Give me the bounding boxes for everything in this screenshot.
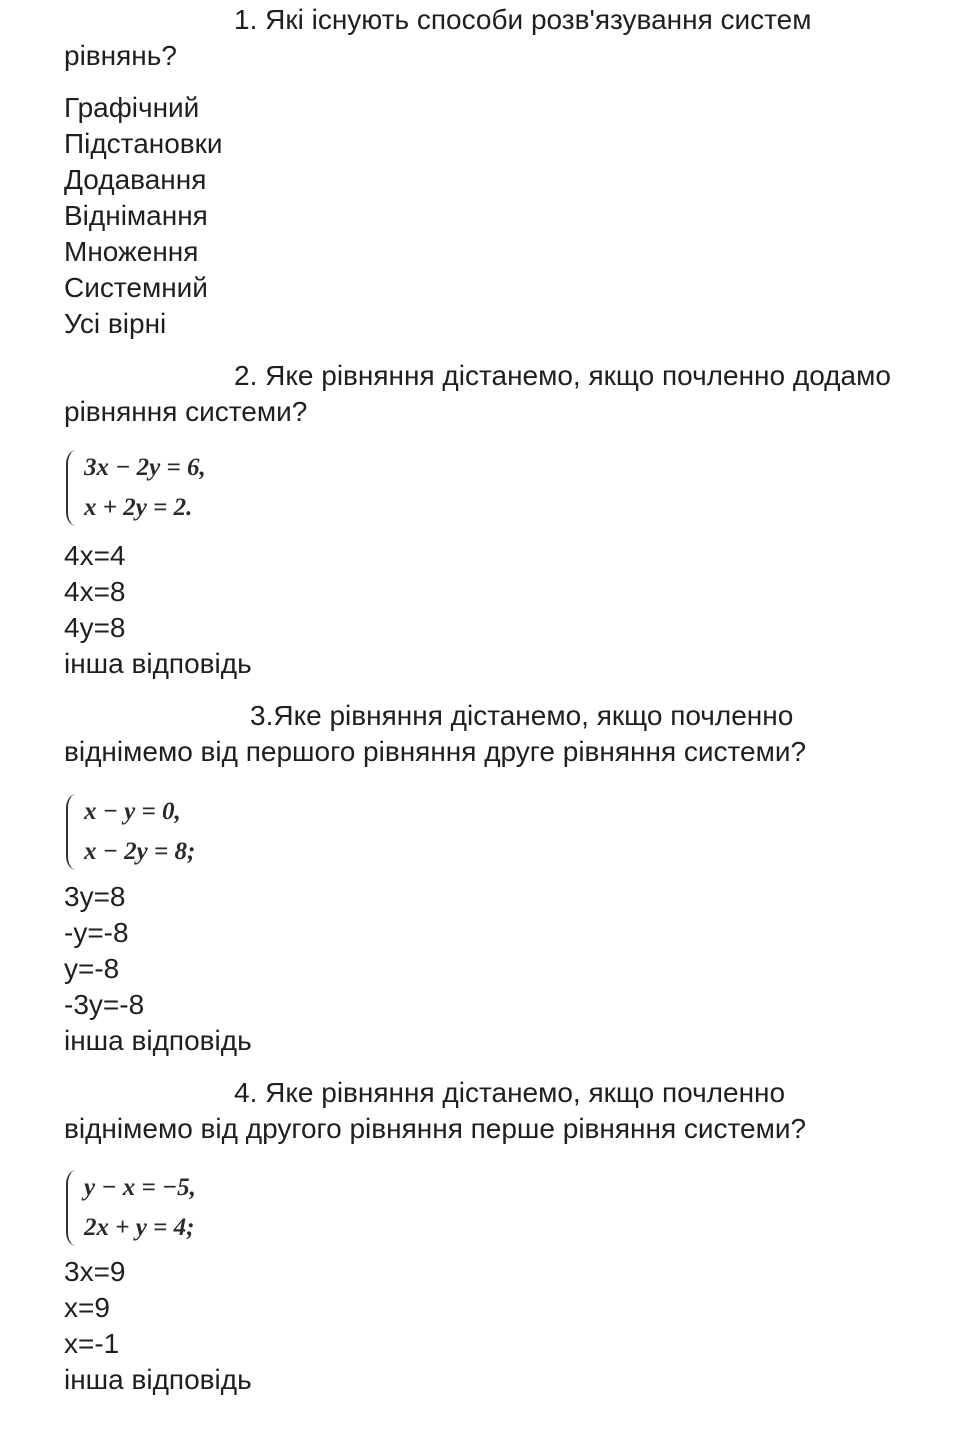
answer-option[interactable]: y=-8 <box>64 953 120 984</box>
answer-option[interactable]: -3y=-8 <box>64 989 145 1020</box>
question-4-title <box>64 1075 960 1147</box>
system-equation: y − x = −5, <box>84 1174 196 1201</box>
answer-option[interactable]: інша відповідь <box>64 1364 252 1395</box>
question-2-title-line1: 2. Яке рівняння дістанемо, якщо почленно додамо <box>234 360 891 391</box>
answer-option[interactable]: 3y=8 <box>64 881 126 912</box>
system-brace <box>66 450 78 526</box>
answer-option[interactable]: інша відповідь <box>64 648 252 679</box>
answer-option[interactable]: 4y=8 <box>64 612 126 643</box>
answer-option[interactable]: Віднімання <box>64 200 208 231</box>
equation-system-3 <box>66 792 195 872</box>
answer-option[interactable]: -y=-8 <box>64 917 129 948</box>
equation-system-2 <box>66 448 206 528</box>
system-equation: x − 2y = 8; <box>84 838 196 865</box>
answer-option[interactable]: x=-1 <box>64 1328 120 1359</box>
answer-option[interactable]: Графічний <box>64 92 200 123</box>
system-equation: 3x − 2y = 6, <box>84 454 206 481</box>
answer-option[interactable]: Усі вірні <box>64 308 167 339</box>
answer-option[interactable]: інша відповідь <box>64 1025 252 1056</box>
system-brace <box>66 794 78 870</box>
question-2-options <box>64 538 252 682</box>
answer-option[interactable]: Множення <box>64 236 199 267</box>
question-4-options <box>64 1254 252 1398</box>
question-1-options <box>64 90 223 342</box>
question-3-options <box>64 879 252 1059</box>
system-equation: x − y = 0, <box>84 798 181 825</box>
answer-option[interactable]: Системний <box>64 272 208 303</box>
question-3-title <box>64 698 960 770</box>
question-1-title-line1: 1. Які існують способи розв'язування систем <box>234 4 812 35</box>
answer-option[interactable]: x=9 <box>64 1292 110 1323</box>
question-2-title <box>64 358 960 430</box>
system-equation: 2x + y = 4; <box>84 1214 195 1241</box>
answer-option[interactable]: Підстановки <box>64 128 223 159</box>
question-4-title-line1: 4. Яке рівняння дістанемо, якщо почленно <box>234 1077 786 1108</box>
question-3-title-line2: віднімемо від першого рівняння друге рівняння системи? <box>64 736 807 767</box>
question-4-title-line2: віднімемо від другого рівняння перше рівняння системи? <box>64 1113 807 1144</box>
question-1-title-line2: рівнянь? <box>64 40 177 71</box>
system-equation: x + 2y = 2. <box>84 494 193 521</box>
question-1-title <box>64 2 960 74</box>
question-3-title-line1: 3.Яке рівняння дістанемо, якщо почленно <box>250 700 794 731</box>
question-2-title-line2: рівняння системи? <box>64 396 308 427</box>
equation-system-4 <box>66 1168 196 1248</box>
answer-option[interactable]: 4x=8 <box>64 576 126 607</box>
system-brace <box>66 1170 78 1246</box>
answer-option[interactable]: Додавання <box>64 164 207 195</box>
answer-option[interactable]: 3x=9 <box>64 1256 126 1287</box>
answer-option[interactable]: 4x=4 <box>64 540 126 571</box>
